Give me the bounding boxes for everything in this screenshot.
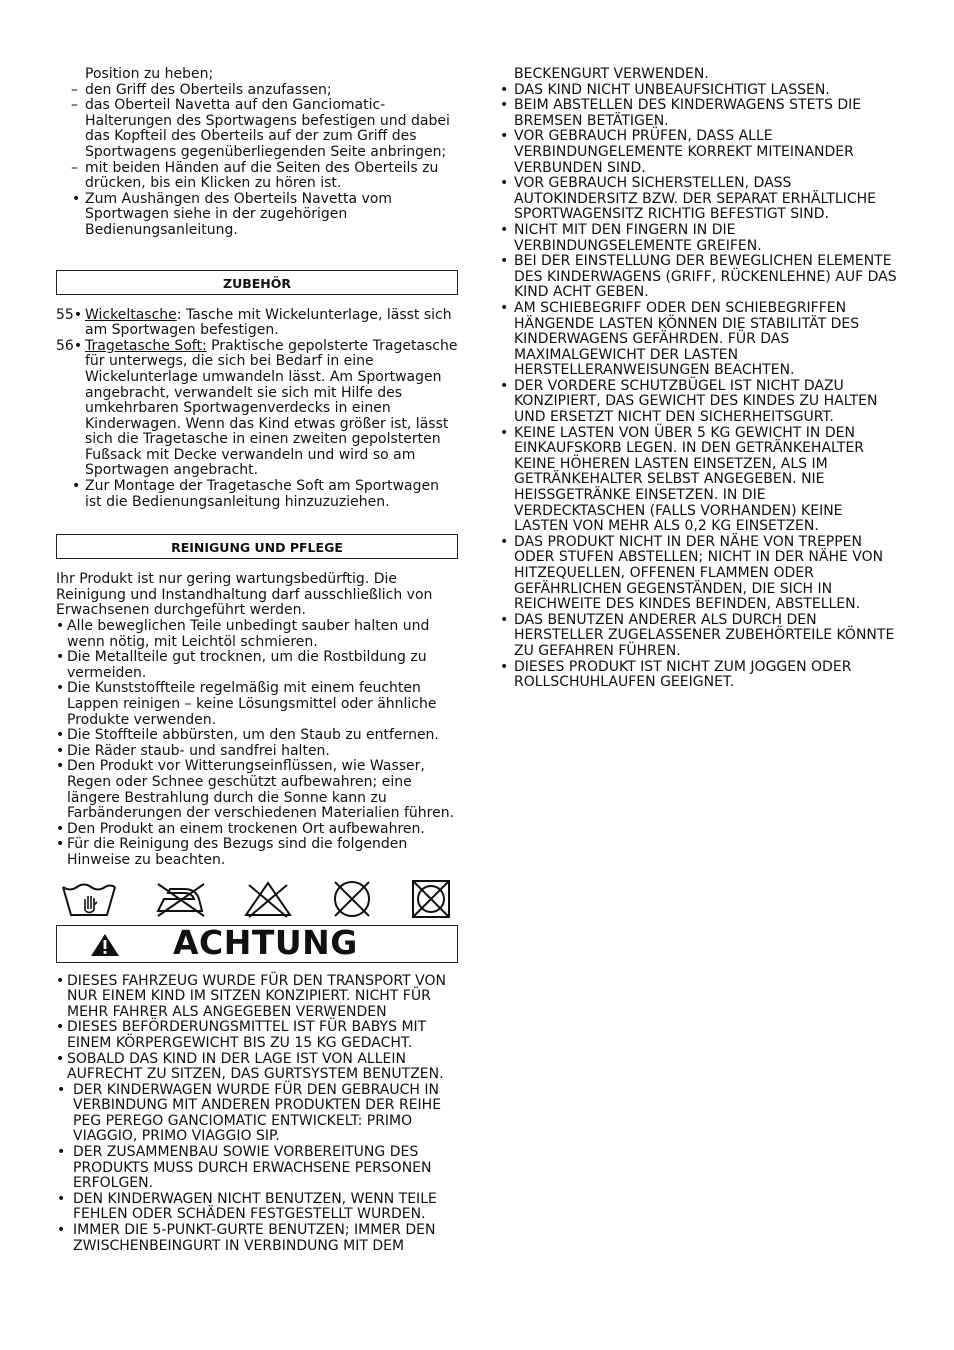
warning-item: • DER KINDERWAGEN WURDE FÜR DEN GEBRAUCH IN VERBINDUNG MIT ANDEREN PRODUKTEN DER REIHE PEG PEREGO GANCIOMATIC ENTWICKELT: PRIMO VIAGGIO, PRIMO VIAGGIO SIP.: [57, 1081, 442, 1145]
list-item: • Die Kunststoffteile regelmäßig mit einem feuchten Lappen reinigen – keine Lösungsmittel oder ähnliche Produkte verwenden.: [56, 680, 437, 728]
intro-continuation: Position zu heben;: [85, 66, 214, 82]
reinigung-list: [56, 619, 458, 869]
warning-item: • DAS KIND NICHT UNBEAUFSICHTIGT LASSEN.: [500, 81, 830, 98]
do-not-iron-icon: [154, 879, 208, 919]
warning-item: • VOR GEBRAUCH SICHERSTELLEN, DASS AUTOKINDERSITZ BZW. DER SEPARAT ERHÄLTLICHE SPORTWAGENSITZ RICHTIG BEFESTIGT SIND.: [500, 175, 876, 223]
warning-item: • DER ZUSAMMENBAU SOWIE VORBEREITUNG DES PRODUKTS MUSS DURCH ERWACHSENE PERSONEN ERFOLGEN.: [57, 1144, 432, 1192]
warning-item: • DAS PRODUKT NICHT IN DER NÄHE VON TREPPEN ODER STUFEN ABSTELLEN; NICHT IN DER NÄHE VON HITZEQUELLEN, OFFENEN FLAMMEN ODER GEFÄHRLICHEN GEGENSTÄNDEN, DIE SICH IN REICHWEITE DES KINDES BEFINDEN, ABSTELLEN.: [500, 533, 884, 613]
warning-item: • VOR GEBRAUCH PRÜFEN, DASS ALLE VERBINDUNGELEMENTE KORREKT MITEINANDER VERBUNDEN SIND.: [500, 128, 854, 176]
warning-item: • AM SCHIEBEGRIFF ODER DEN SCHIEBEGRIFFEN HÄNGENDE LASTEN KÖNNEN DIE STABILITÄT DES KINDERWAGENS GEFÄHRDEN. FÜR DAS MAXIMALGEWICHT DER LASTEN HERSTELLERANWEISUNGEN BEACHTEN.: [500, 299, 860, 379]
reinigung-heading: REINIGUNG UND PFLEGE: [56, 534, 458, 559]
hand-wash-icon: [60, 879, 118, 919]
accessory-item: 56• Tragetasche Soft: Praktische gepolsterte Tragetasche für unterwegs, die sich bei Bedarf in eine Wickelunterlage umwandeln lässt. Am Sportwagen angebracht, verwandelt sie sich mit Hilfe des umkehrbaren Sportwagenverdecks in einen Kinderwagen. Wenn das Kind etwas größer ist, lässt sich die Tragetasche in einen zweiten gepolsterten Fußsack mit Decke verwandeln und wird so am Sportwagen angebracht.: [56, 337, 458, 479]
warning-item: • BEI DER EINSTELLUNG DER BEWEGLICHEN ELEMENTE DES KINDERWAGENS (GRIFF, RÜCKENLEHNE) AUF DAS KIND ACHT GEBEN.: [500, 253, 897, 301]
warning-item: • KEINE LASTEN VON ÜBER 5 KG GEWICHT IN DEN EINKAUFSKORB LEGEN. IN DEN GETRÄNKEHALTER KEINE HÖHEREN LASTEN EINSETZEN, ALS IM GETRÄNKEHALTER SELBST ANGEGEBEN. NIE HEISSGETRÄNKE EINSETZEN. IN DIE VERDECKTASCHEN (FALLS VORHANDEN) KEINE LASTEN VON MEHR ALS 0,2 KG EINSETZEN.: [500, 424, 865, 535]
intro-dash-item: – mit beiden Händen auf die Seiten des Oberteils zu drücken, bis ein Klicken zu hören ist.: [71, 159, 439, 192]
warning-continuation: BECKENGURT VERWENDEN.: [514, 66, 709, 82]
list-item: • Die Metallteile gut trocknen, um die Rostbildung zu vermeiden.: [56, 649, 427, 681]
left-column: [56, 67, 458, 1254]
warning-item: • DIESES FAHRZEUG WURDE FÜR DEN TRANSPORT VON NUR EINEM KIND IM SITZEN KONZIPIERT. NICHT FÜR MEHR FAHRER ALS ANGEGEBEN VERWENDEN: [56, 972, 446, 1020]
do-not-bleach-icon: [243, 879, 293, 919]
achtung-list: [56, 974, 458, 1255]
zubehoer-heading: ZUBEHÖR: [56, 270, 458, 295]
do-not-tumble-dry-icon: [410, 878, 452, 920]
warning-item: • DIESES PRODUKT IST NICHT ZUM JOGGEN ODER ROLLSCHUHLAUFEN GEEIGNET.: [500, 658, 852, 691]
do-not-dry-clean-icon: [329, 878, 375, 920]
list-item: • Den Produkt an einem trockenen Ort aufbewahren.: [56, 820, 425, 837]
warning-item: • SOBALD DAS KIND IN DER LAGE IST VON ALLEIN AUFRECHT ZU SITZEN, DAS GURTSYSTEM BENUTZEN.: [56, 1050, 444, 1083]
warning-triangle-icon: [90, 933, 120, 957]
intro-bullet-item: • Zum Aushängen des Oberteils Navetta vom Sportwagen siehe in der zugehörigen Bedienungsanleitung.: [72, 190, 393, 238]
list-item: • Die Räder staub- und sandfrei halten.: [56, 742, 330, 759]
accessory-term: Tragetasche Soft:: [85, 337, 207, 354]
list-item: • Die Stoffteile abbürsten, um den Staub zu entfernen.: [56, 727, 439, 744]
list-item: • Für die Reinigung des Bezugs sind die folgenden Hinweise zu beachten.: [56, 836, 408, 868]
warning-item: • NICHT MIT DEN FINGERN IN DIE VERBINDUNGSELEMENTE GREIFEN.: [500, 221, 762, 254]
list-item: • Den Produkt vor Witterungseinflüssen, wie Wasser, Regen oder Schnee geschützt aufbewahren; eine längere Bestrahlung durch die Sonne kann zu Farbänderungen der verschiedenen Materialien führen.: [56, 758, 455, 822]
accessory-item: 55• Wickeltasche: Tasche mit Wickelunterlage, lässt sich am Sportwagen befestigen.: [56, 306, 452, 339]
zubehoer-list: [56, 308, 458, 511]
reinigung-intro: Ihr Produkt ist nur gering wartungsbedürftig. Die Reinigung und Instandhaltung darf ausschließlich von Erwachsenen durchgeführt werden.: [56, 571, 433, 619]
intro-dash-item: – den Griff des Oberteils anzufassen;: [71, 81, 332, 98]
accessory-term: Wickeltasche: [85, 306, 177, 323]
warning-item: • DIESES BEFÖRDERUNGSMITTEL IST FÜR BABYS MIT EINEM KÖRPERGEWICHT BIS ZU 15 KG GEDACHT.: [56, 1019, 427, 1051]
warning-item: • BEIM ABSTELLEN DES KINDERWAGENS STETS DIE BREMSEN BETÄTIGEN.: [500, 97, 862, 129]
list-item: • Alle beweglichen Teile unbedingt sauber halten und wenn nötig, mit Leichtöl schmieren.: [56, 618, 430, 650]
intro-dash-item: – das Oberteil Navetta auf den Ganciomatic-Halterungen des Sportwagens befestigen und dabei das Kopfteil des Oberteils auf der zum Griff des Sportwagens gegenüberliegenden Seite anbringen;: [71, 97, 450, 160]
care-symbols: [56, 877, 458, 921]
warning-item: • DEN KINDERWAGEN NICHT BENUTZEN, WENN TEILE FEHLEN ODER SCHÄDEN FESTGESTELLT WURDEN.: [57, 1190, 437, 1223]
warning-item: • DER VORDERE SCHUTZBÜGEL IST NICHT DAZU KONZIPIERT, DAS GEWICHT DES KINDES ZU HALTEN UND ERSETZT NICHT DEN SICHERHEITSGURT.: [500, 377, 878, 426]
achtung-banner: [56, 922, 458, 963]
achtung-title: ACHTUNG: [173, 922, 358, 962]
warning-item: • DAS BENUTZEN ANDERER ALS DURCH DEN HERSTELLER ZUGELASSENER ZUBEHÖRTEILE KÖNNTE ZU GEFAHREN FÜHREN.: [500, 611, 895, 659]
accessory-bullet: • Zur Montage der Tragetasche Soft am Sportwagen ist die Bedienungsanleitung hinzuzuziehen.: [72, 478, 439, 510]
right-column: [498, 67, 900, 691]
warning-item: • IMMER DIE 5-PUNKT-GURTE BENUTZEN; IMMER DEN ZWISCHENBEINGURT IN VERBINDUNG MIT DEM: [57, 1222, 436, 1254]
